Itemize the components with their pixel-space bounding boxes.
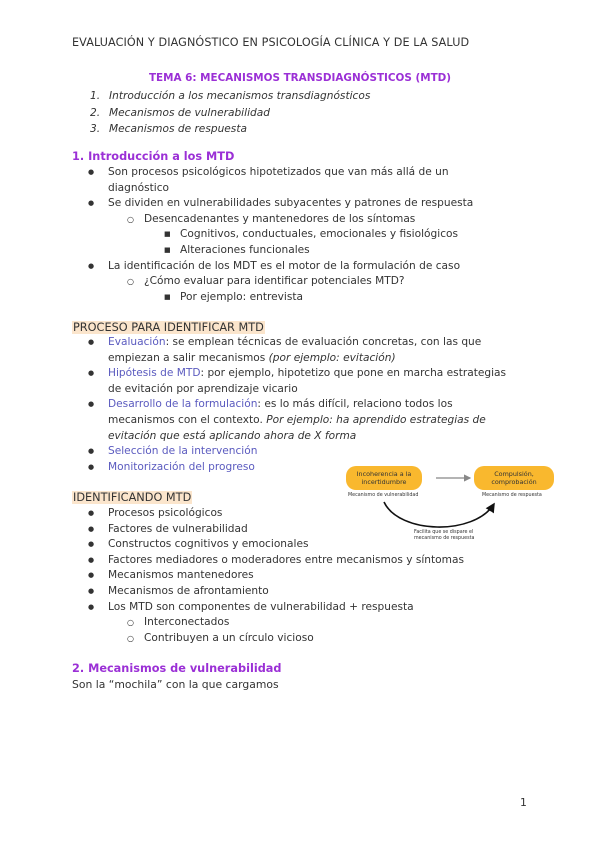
formulation-link[interactable]: Desarrollo de la formulación <box>108 398 258 411</box>
section-heading-intro: 1. Introducción a los MTD <box>72 150 235 163</box>
monitoring-link[interactable]: Monitorización del progreso <box>108 460 255 473</box>
page-title: TEMA 6: MECANISMOS TRANSDIAGNÓSTICOS (MTD) <box>148 72 452 84</box>
list-item: ○ Interconectados <box>72 615 542 631</box>
curved-arrow-icon <box>384 502 494 527</box>
list-item <box>72 444 542 460</box>
list-item: ● Constructos cognitivos y emocionales <box>72 537 542 553</box>
bottom-caption: Facilita que se dispare el mecanismo de respuesta <box>414 530 475 541</box>
hypothesis-link[interactable]: Hipótesis de MTD <box>108 367 201 380</box>
process-heading: PROCESO PARA IDENTIFICAR MTD <box>73 321 264 334</box>
intro-list <box>72 165 532 305</box>
list-item: ● Hipótesis de MTD: por ejemplo, hipotetizo que pone en marcha estrategias de evitación por aprendizaje vicario <box>72 366 542 397</box>
list-item: ■ Cognitivos, conductuales, emocionales y fisiológicos <box>72 227 532 243</box>
list-item: ● Factores mediadores o moderadores entre mecanismos y síntomas <box>72 553 542 569</box>
list-item: ● Mecanismos mantenedores <box>72 568 542 584</box>
page-header: EVALUACIÓN Y DIAGNÓSTICO EN PSICOLOGÍA CLÍNICA Y DE LA SALUD <box>72 36 470 49</box>
list-item: ■ Por ejemplo: entrevista <box>72 290 532 306</box>
toc-item: 2. Mecanismos de vulnerabilidad <box>90 106 270 119</box>
list-item: ● Procesos psicológicos <box>72 506 542 522</box>
list-item: ● Se dividen en vulnerabilidades subyacentes y patrones de respuesta <box>72 196 532 212</box>
list-item: ● La identificación de los MDT es el motor de la formulación de caso <box>72 259 532 275</box>
list-item: ● Evaluación: se emplean técnicas de evaluación concretas, con las que empiezan a salir mecanismos (por ejemplo: evitación) <box>72 335 542 366</box>
mtd-diagram <box>344 464 556 554</box>
section-text: Son la “mochila” con la que cargamos <box>72 678 279 691</box>
response-caption: Mecanismo de respuesta <box>482 493 542 498</box>
vulnerability-caption: Mecanismo de vulnerabilidad <box>348 493 419 498</box>
list-item: ● Los MTD son componentes de vulnerabilidad + respuesta <box>72 600 542 616</box>
list-item: ● Desarrollo de la formulación: es lo más difícil, relaciono todos los mecanismos con el contexto. Por ejemplo: ha aprendido estrategias de evitación que está aplicando ahora de X forma <box>72 397 542 444</box>
diagram-arrows <box>344 464 556 554</box>
list-item: ● Mecanismos de afrontamiento <box>72 584 542 600</box>
vulnerability-node: Incoherencia a la incertidumbre <box>346 466 422 490</box>
list-item: ■ Alteraciones funcionales <box>72 243 532 259</box>
toc-item: 1. Introducción a los mecanismos transdiagnósticos <box>90 90 371 102</box>
evaluation-link[interactable]: Evaluación <box>108 336 166 348</box>
section-heading-vulnerability: 2. Mecanismos de vulnerabilidad <box>72 662 282 675</box>
process-list <box>72 335 542 475</box>
identifying-heading: IDENTIFICANDO MTD <box>73 491 192 504</box>
intervention-link[interactable]: Selección de la intervención <box>108 445 258 458</box>
table-of-contents <box>90 88 370 138</box>
list-item: ● Son procesos psicológicos hipotetizados que van más allá de un diagnóstico <box>72 165 532 196</box>
list-item: ● Factores de vulnerabilidad <box>72 522 542 538</box>
response-node: Compulsión, comprobación <box>474 466 554 490</box>
list-item: ○ ¿Cómo evaluar para identificar potenciales MTD? <box>72 274 532 290</box>
toc-item: 3. Mecanismos de respuesta <box>90 123 247 135</box>
list-item: ○ Desencadenantes y mantenedores de los síntomas <box>72 212 532 228</box>
page-number: 1 <box>520 796 527 809</box>
list-item: ○ Contribuyen a un círculo vicioso <box>72 631 542 647</box>
